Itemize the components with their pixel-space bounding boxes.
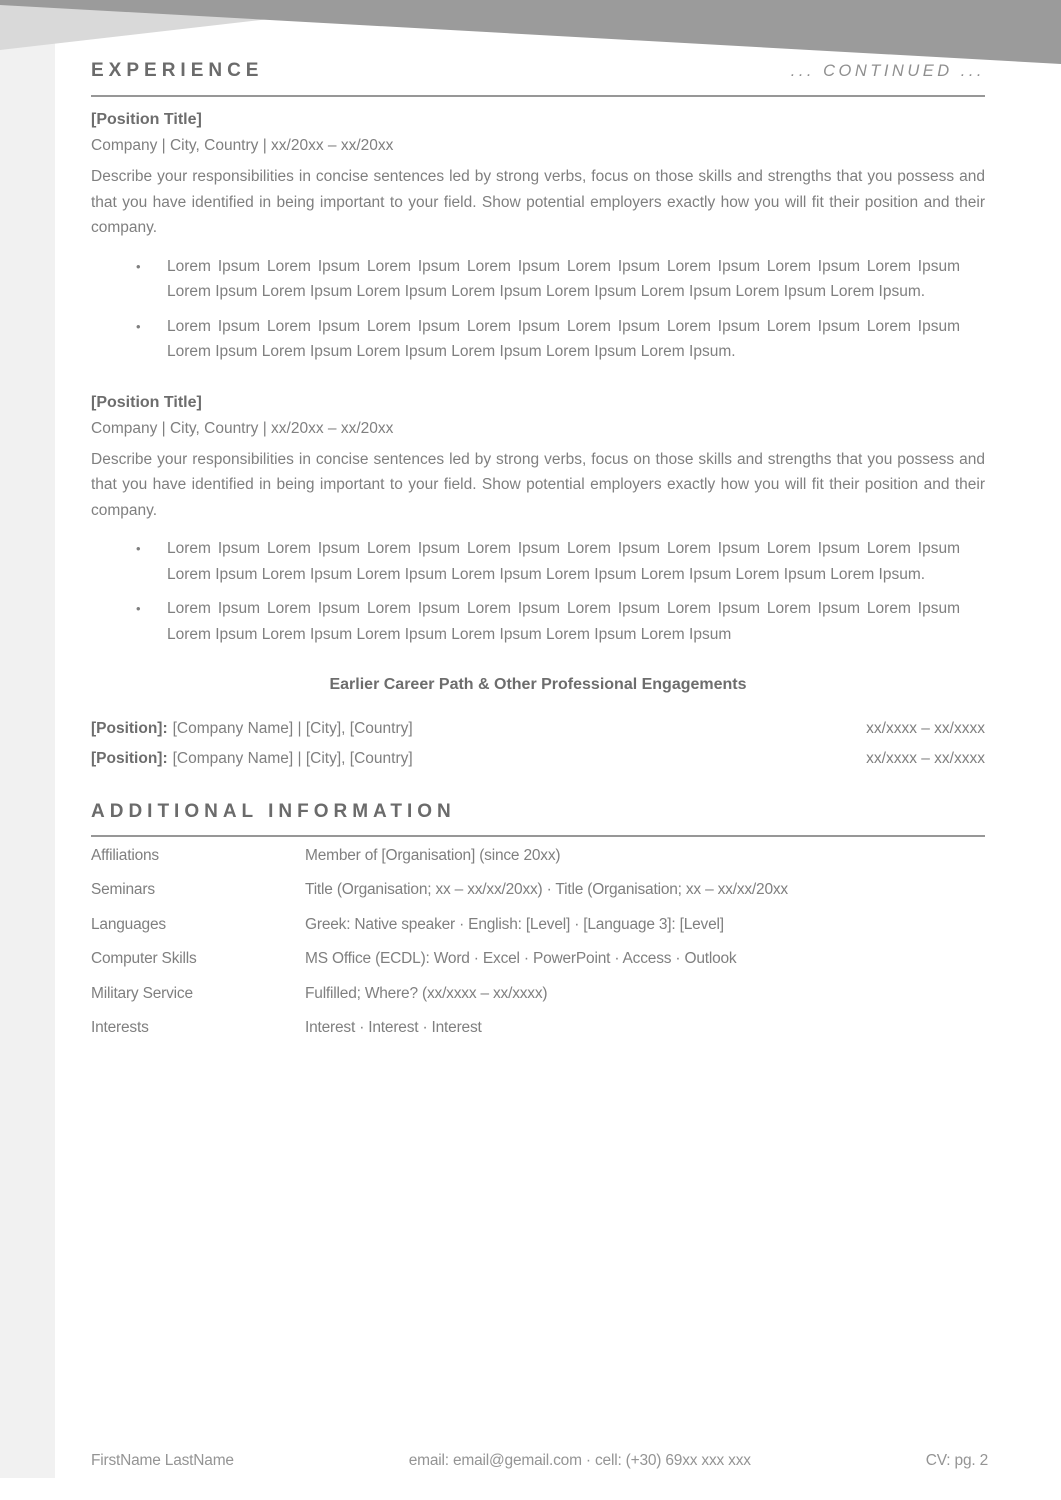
- experience-title: EXPERIENCE: [91, 60, 264, 81]
- info-label: Interests: [91, 1019, 149, 1037]
- additional-info-table: [91, 839, 985, 1045]
- job-description: Describe your responsibilities in concise sentences led by strong verbs, focus on those skills and strengths that you possess and that you have identified in being important to your field. Show potential employers exactly how you will fit their position and their company.: [91, 168, 985, 236]
- experience-section-header: [91, 60, 985, 97]
- job-description: Describe your responsibilities in concise sentences led by strong verbs, focus on those skills and strengths that you possess and that you have identified in being important to your field. Show potential employers exactly how you will fit their position and their company.: [91, 450, 985, 519]
- info-row-affiliations: [91, 839, 985, 873]
- bullet-item: [136, 254, 960, 305]
- additional-info-title: ADDITIONAL INFORMATION: [91, 801, 456, 822]
- earlier-career-entry: [91, 714, 413, 744]
- bullet-icon: •: [136, 601, 141, 616]
- position-title: [Position Title]: [91, 393, 202, 411]
- info-value: Interest · Interest · Interest: [305, 1019, 482, 1037]
- info-value: Title (Organisation; xx – xx/xx/20xx) · Title (Organisation; xx – xx/xx/20xx: [305, 881, 788, 899]
- left-margin-strip: [0, 0, 55, 1478]
- footer-page-number: CV: pg. 2: [925, 1452, 988, 1469]
- bullet-icon: •: [136, 258, 141, 274]
- info-label: Affiliations: [91, 847, 159, 864]
- page-footer: [91, 1452, 988, 1470]
- info-value: Member of [Organisation] (since 20xx): [305, 847, 561, 864]
- info-row-military-service: [91, 977, 985, 1011]
- position-title: [Position Title]: [91, 111, 202, 128]
- info-label: Seminars: [91, 881, 155, 899]
- earlier-position-label: [Position]:: [91, 749, 168, 767]
- info-row-computer-skills: [91, 942, 985, 976]
- bullet-text: Lorem Ipsum Lorem Ipsum Lorem Ipsum Lorem Ipsum Lorem Ipsum Lorem Ipsum Lorem Ipsum Lorem Ipsum Lorem Ipsum Lorem Ipsum Lorem Ipsum Lorem Ipsum Lorem Ipsum Lorem Ipsum Lorem Ipsum Lorem Ipsum.: [167, 257, 960, 300]
- company-line: Company | City, Country | xx/20xx – xx/20xx: [91, 137, 394, 154]
- earlier-career-row: [91, 714, 985, 744]
- earlier-career-rows: [91, 714, 985, 773]
- earlier-position-label: [Position]:: [91, 720, 168, 737]
- page-content: [91, 0, 985, 1045]
- info-row-interests: [91, 1011, 985, 1045]
- bullet-item: [136, 596, 960, 647]
- info-label: Computer Skills: [91, 950, 197, 968]
- earlier-company-location: [Company Name] | [City], [Country]: [172, 749, 413, 767]
- earlier-career-dates: xx/xxxx – xx/xxxx: [866, 720, 985, 737]
- bullet-item: [136, 536, 960, 587]
- info-value: MS Office (ECDL): Word · Excel · PowerPoint · Access · Outlook: [305, 950, 737, 968]
- bullet-item: [136, 314, 960, 365]
- footer-contact: email: email@gemail.com · cell: (+30) 69xx xxx xxx: [408, 1452, 751, 1469]
- info-row-languages: [91, 908, 985, 942]
- info-value: Greek: Native speaker · English: [Level] · [Language 3]: [Level]: [305, 915, 724, 933]
- company-line: Company | City, Country | xx/20xx – xx/20xx: [91, 419, 394, 437]
- job-bullet-list: [91, 536, 985, 647]
- earlier-career-entry: [91, 744, 413, 774]
- info-label: Military Service: [91, 984, 193, 1002]
- bullet-icon: •: [136, 318, 141, 334]
- job-bullet-list: [91, 254, 985, 365]
- job-block-1: [91, 111, 985, 365]
- continued-label: ... CONTINUED ...: [790, 62, 985, 80]
- info-value: Fulfilled; Where? (xx/xxxx – xx/xxxx): [305, 984, 548, 1002]
- info-row-seminars: [91, 873, 985, 907]
- additional-info-section-header: [91, 801, 985, 837]
- bullet-icon: •: [136, 541, 141, 556]
- info-label: Languages: [91, 915, 166, 933]
- bullet-text: Lorem Ipsum Lorem Ipsum Lorem Ipsum Lorem Ipsum Lorem Ipsum Lorem Ipsum Lorem Ipsum Lorem Ipsum Lorem Ipsum Lorem Ipsum Lorem Ipsum Lorem Ipsum Lorem Ipsum Lorem Ipsum.: [167, 317, 960, 360]
- job-block-2: [91, 394, 985, 648]
- bullet-text: Lorem Ipsum Lorem Ipsum Lorem Ipsum Lorem Ipsum Lorem Ipsum Lorem Ipsum Lorem Ipsum Lorem Ipsum Lorem Ipsum Lorem Ipsum Lorem Ipsum Lorem Ipsum Lorem Ipsum Lorem Ipsum Lorem Ipsum Lorem Ipsum.: [167, 540, 960, 583]
- earlier-career-row: [91, 744, 985, 774]
- earlier-career-heading: Earlier Career Path & Other Professional Engagements: [329, 676, 747, 693]
- bullet-text: Lorem Ipsum Lorem Ipsum Lorem Ipsum Lorem Ipsum Lorem Ipsum Lorem Ipsum Lorem Ipsum Lorem Ipsum Lorem Ipsum Lorem Ipsum Lorem Ipsum Lorem Ipsum Lorem Ipsum Lorem Ipsum: [167, 600, 960, 643]
- earlier-career-dates: xx/xxxx – xx/xxxx: [866, 749, 985, 767]
- earlier-company-location: [Company Name] | [City], [Country]: [172, 720, 413, 737]
- footer-name: FirstName LastName: [91, 1452, 234, 1469]
